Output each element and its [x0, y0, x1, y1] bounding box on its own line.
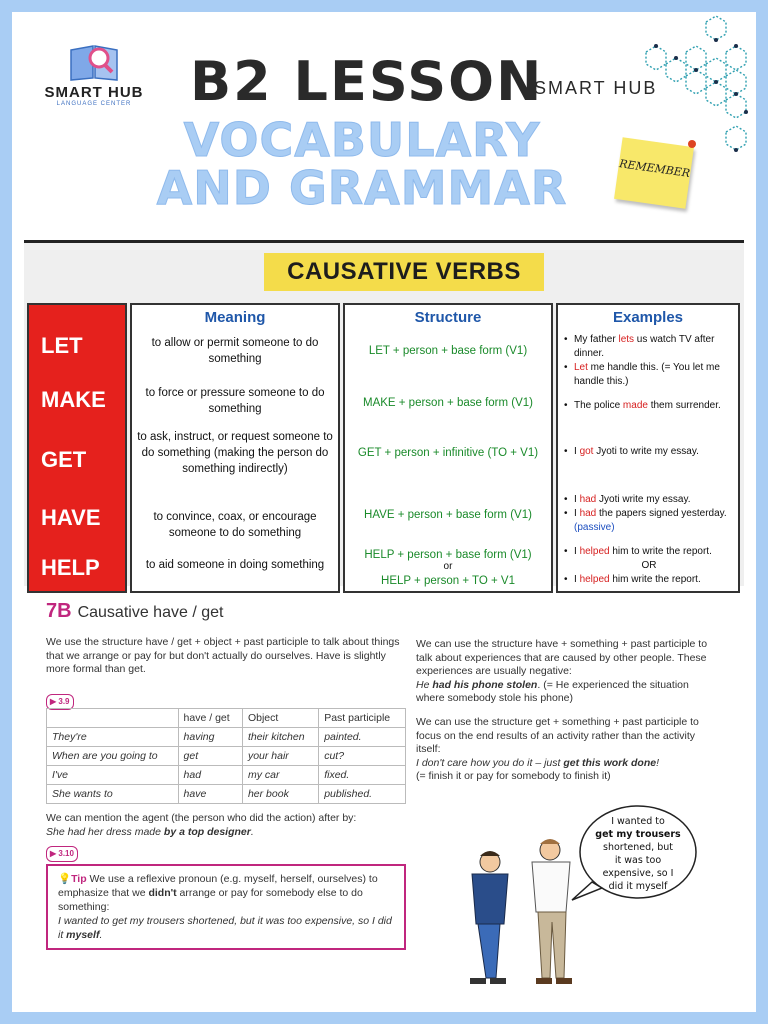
- svg-text:I wanted to: I wanted to: [611, 816, 665, 827]
- table-cell: cut?: [319, 747, 406, 766]
- verb-have: HAVE: [41, 505, 101, 530]
- table-cell: They're: [47, 728, 179, 747]
- svg-text:shortened, but: shortened, but: [603, 842, 673, 853]
- table-cell: I've: [47, 766, 179, 785]
- table-cell: When are you going to: [47, 747, 179, 766]
- remember-sticky-note: REMEMBER: [614, 137, 694, 208]
- table-row: [47, 747, 406, 766]
- structure-column: [343, 303, 553, 593]
- structure-let: LET + person + base form (V1): [368, 345, 528, 357]
- table-row: [47, 766, 406, 785]
- audio-track-2[interactable]: [46, 846, 78, 862]
- lightbulb-icon: 💡: [58, 873, 72, 885]
- cartoon-illustration: [432, 802, 732, 992]
- table-cell: their kitchen: [242, 728, 318, 747]
- verb-let: LET: [41, 333, 83, 358]
- example-have-2: • I had the papers signed yesterday. (passive): [564, 507, 734, 535]
- lesson-title: Causative have / get: [77, 604, 224, 621]
- example-get: • I got Jyoti to write my essay.: [564, 445, 734, 459]
- lesson-number: 7B: [46, 600, 72, 622]
- meaning-column: [130, 303, 340, 593]
- play-icon[interactable]: ▶ 3.9: [46, 694, 74, 710]
- brand-name: SMART HUB: [44, 84, 144, 101]
- verb-make: MAKE: [41, 387, 106, 412]
- svg-text:it was too: it was too: [614, 855, 662, 866]
- table-cell: She wants to: [47, 785, 179, 804]
- table-row: [47, 785, 406, 804]
- meaning-have: to convince, coax, or encourage someone to do something: [153, 511, 317, 539]
- example-let-1: • My father lets us watch TV after dinner.: [564, 333, 734, 361]
- structure-have: HAVE + person + base form (V1): [364, 509, 532, 521]
- brand-tagline: LANGUAGE CENTER: [56, 101, 132, 107]
- verb-help: HELP: [41, 555, 100, 580]
- page-title: B2 LESSON: [190, 50, 544, 113]
- right-text-1: We can use the structure have + something + past participle to talk about experiences that are caused by other people. These experiences are usually negative:: [416, 638, 708, 677]
- meaning-make: to force or pressure someone to do something: [145, 387, 325, 415]
- examples-make: [564, 399, 734, 413]
- agent-example: She had her dress made by a top designer.: [46, 825, 254, 838]
- table-cell: get: [178, 747, 242, 766]
- meaning-let: to allow or permit someone to do something: [151, 337, 319, 365]
- tip-example: I wanted to get my trousers shortened, but it was too expensive, so I did it myself.: [58, 915, 392, 941]
- table-title: CAUSATIVE VERBS: [264, 253, 544, 291]
- table-cell: painted.: [319, 728, 406, 747]
- examples-have: [564, 493, 734, 535]
- have-get-table: [46, 708, 406, 804]
- right-example-2: I don't care how you do it – just get this work done!: [416, 756, 660, 769]
- subtitle-line-2: AND GRAMMAR: [156, 161, 568, 215]
- tip-label: Tip: [71, 873, 87, 885]
- examples-header: Examples: [612, 309, 684, 326]
- structure-get: GET + person + infinitive (TO + V1): [357, 447, 539, 459]
- causative-verbs-table: [24, 240, 744, 586]
- lesson-heading: [46, 600, 223, 623]
- book-magnifier-icon: [67, 40, 121, 82]
- table-cell: fixed.: [319, 766, 406, 785]
- right-text-2: We can use the structure get + something + past participle to focus on the end results of an activity rather than the activity itself:: [416, 716, 699, 755]
- subtitle-line-1: VOCABULARY: [183, 113, 541, 167]
- example-make: • The police made them surrender.: [564, 399, 734, 413]
- svg-text:expensive, so I: expensive, so I: [602, 868, 674, 879]
- svg-text:get my trousers: get my trousers: [595, 829, 681, 840]
- examples-get: [564, 445, 734, 459]
- table-cell: have: [178, 785, 242, 804]
- right-example-2-note: (= finish it or pay for somebody to finish it): [416, 770, 611, 782]
- table-cell: published.: [319, 785, 406, 804]
- structure-or: or: [443, 561, 453, 572]
- table-cell: her book: [242, 785, 318, 804]
- agent-text: We can mention the agent (the person who did the action) after by:: [46, 812, 357, 824]
- structure-make: MAKE + person + base form (V1): [362, 397, 534, 409]
- table-header: have / get: [178, 709, 242, 728]
- table-cell: my car: [242, 766, 318, 785]
- agent-paragraph: [46, 812, 406, 839]
- pushpin-icon: [688, 140, 696, 148]
- table-cell: your hair: [242, 747, 318, 766]
- verb-get: GET: [41, 447, 87, 472]
- structure-header: Structure: [414, 309, 482, 326]
- table-header-row: [47, 709, 406, 728]
- meaning-header: Meaning: [204, 309, 266, 326]
- table-row: [47, 728, 406, 747]
- right-paragraph-1: [416, 638, 716, 706]
- lesson-intro: We use the structure have / get + object + past participle to talk about things that we arrange or pay for but don't actually do ourselves. Have is slightly more formal than get.: [46, 636, 400, 675]
- example-or: OR: [641, 560, 657, 571]
- right-paragraph-2: [416, 716, 716, 784]
- example-help-2: • I helped him write the report.: [564, 573, 734, 587]
- example-let-2: • Let me handle this. (= You let me handle this.): [564, 361, 734, 389]
- play-icon[interactable]: ▶ 3.10: [46, 846, 78, 862]
- examples-help: [564, 545, 734, 587]
- brand-logo: [34, 40, 154, 107]
- verbs-column: [27, 303, 127, 593]
- brand-name-right: SMART HUB: [534, 78, 658, 98]
- meaning-help: to aid someone in doing something: [145, 559, 325, 571]
- table-header: [47, 709, 179, 728]
- example-help-1: • I helped him to write the report.: [564, 545, 734, 559]
- table-header: Object: [242, 709, 318, 728]
- structure-help-2: HELP + person + TO + V1: [381, 575, 515, 587]
- table-header: Past participle: [319, 709, 406, 728]
- examples-column: [556, 303, 740, 593]
- meaning-get: to ask, instruct, or request someone to do something (making the person do something indirectly): [137, 431, 333, 475]
- examples-let: [564, 333, 734, 389]
- example-have-1: • I had Jyoti write my essay.: [564, 493, 734, 507]
- table-cell: having: [178, 728, 242, 747]
- lesson-page: [12, 12, 756, 1012]
- structure-help-1: HELP + person + base form (V1): [364, 549, 532, 561]
- tip-box: 💡Tip We use a reflexive pronoun (e.g. myself, herself, ourselves) to emphasize that we didn't arrange or pay for somebody else to do something: I wanted to get my trousers shortened, but it was too expensive, so I did it myself.: [46, 864, 406, 950]
- right-example-1: He had his phone stolen. (= He experienced the situation where somebody stole his phone): [416, 678, 689, 704]
- table-cell: had: [178, 766, 242, 785]
- svg-text:did it myself: did it myself: [608, 881, 668, 892]
